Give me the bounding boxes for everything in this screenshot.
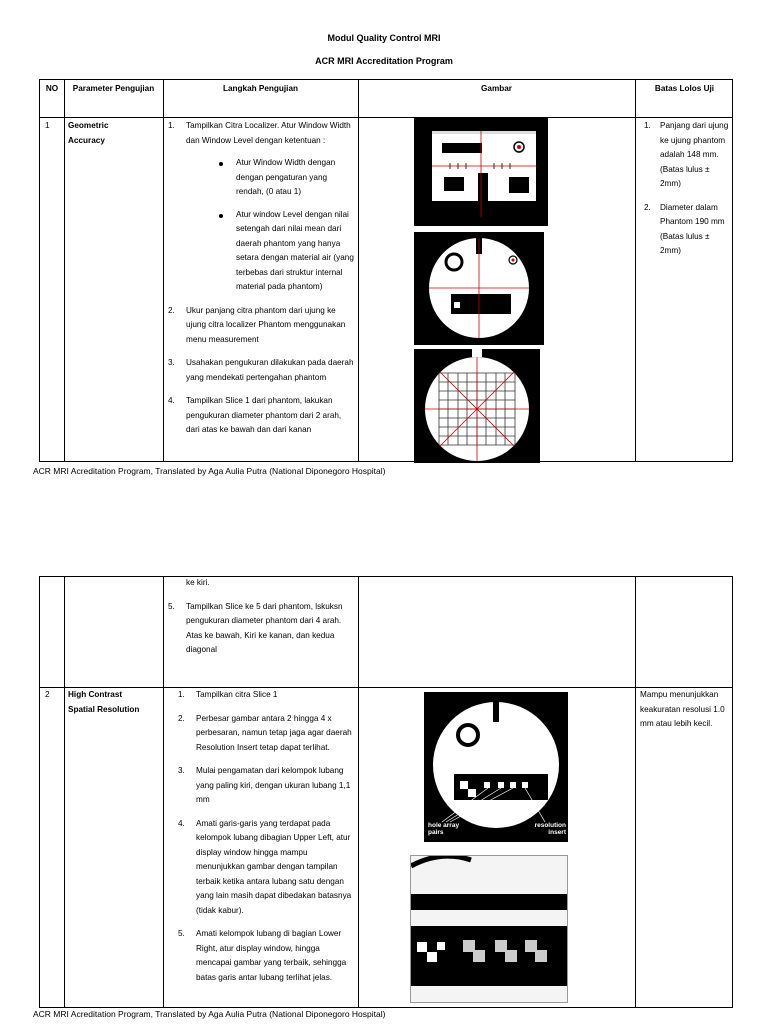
header-image: Gambar: [481, 84, 512, 93]
resolution-zoom-image: [410, 855, 568, 1003]
row-1-number: 1: [45, 121, 50, 130]
slice-5-grid-image: [414, 349, 540, 463]
row-2-parameter: High Contrast Spatial Resolution: [68, 690, 140, 714]
step-1: 1. Tampilkan Citra Localizer. Atur Window Width dan Window Level dengan ketentuan : Atur Window Width dengan dengan pengaturan yang rendah, (0 atau 1) Atur window Level dengan nilai setengah dari nilai mean dari daerah phantom yang hanya setara dengan material air (yang terbebas dari struktur internal material pada phantom): [168, 119, 356, 295]
header-steps: Langkah Pengujian: [222, 84, 299, 93]
table-page-1: [39, 79, 733, 462]
step-3: 3. Usahakan pengukuran dilakukan pada daerah yang mendekati pertengahan phantom: [168, 358, 354, 382]
step-1: 1. Tampilkan citra Slice 1: [178, 690, 278, 699]
slice-1-image: [414, 232, 544, 345]
row-1-parameter: Geometric Accuracy: [68, 121, 109, 145]
hole-array-label: hole array pairs: [428, 822, 460, 836]
step-4: 4. Tampilkan Slice 1 dari phantom, lakukan pengukuran diameter phantom dari 2 arah, dari atas ke bawah dan dari kanan: [168, 396, 342, 434]
step-5: 5. Tampilkan Slice ke 5 dari phantom, lskuksn pengukuran diameter phantom dari 4 arah. Atas ke bawah, Kiri ke kanan, dan kedua diagonal: [168, 601, 343, 654]
bullet-1: Atur Window Width dengan dengan pengaturan yang rendah, (0 atau 1): [186, 156, 356, 200]
step-3: 3. Mulai pengamatan dari kelompok lubang yang paling kiri, dengan ukuran lubang 1,1 mm: [178, 766, 351, 804]
step-5: 5. Amati kelompok lubang di bagian Lower Right, atur display window, hingga mencapai gambar yang terbaik, sehingga batas garis antar lubang terlihat jelas.: [178, 929, 347, 982]
row-2-number: 2: [45, 690, 50, 699]
criteria-2: 2. Diameter dalam Phantom 190 mm (Batas lulus ± 2mm): [644, 202, 725, 255]
row-2-criteria: Mampu menunjukkan keakuratan resolusi 1.0 mm atau lebih kecil.: [640, 690, 725, 728]
step-4: 4. Amati garis-garis yang terdapat pada kelompok lubang dibagian Upper Left, atur display window hingga mampu menunjukkan gambar dengan tampilan terbaik ketika antara lubang satu dengan yang lain masih dapat dibedakan batasnya (tidak kabur).: [178, 818, 352, 915]
document-title: Modul Quality Control MRI: [327, 33, 441, 43]
document-subtitle: ACR MRI Accreditation Program: [315, 56, 453, 66]
resolution-insert-label: resolution insert: [534, 822, 566, 836]
table-page-2: [39, 576, 733, 1008]
criteria-1: 1. Panjang dari ujung ke ujung phantom adalah 148 mm. (Batas lulus ± 2mm): [644, 121, 729, 188]
footer-page-1: ACR MRI Acreditation Program, Translated by Aga Aulia Putra (National Diponegoro Hospital): [33, 466, 386, 476]
step-2: 2. Ukur panjang citra phantom dari ujung ke ujung citra localizer Phantom menggunakan menu measurement: [168, 305, 346, 344]
header-criteria: Batas Lolos Uji: [654, 84, 715, 93]
localizer-image: [414, 117, 548, 226]
bullet-2: Atur window Level dengan nilai setengah dari nilai mean dari daerah phantom yang hanya setara dengan material air (yang terbebas dari struktur internal material pada phantom): [186, 208, 356, 295]
footer-page-2: ACR MRI Acreditation Program, Translated by Aga Aulia Putra (National Diponegoro Hospital): [33, 1009, 386, 1019]
step-2: 2. Perbesar gambar antara 2 hingga 4 x perbesaran, namun tetap jaga agar daerah Resolution Insert tetap dapat terlihat.: [178, 713, 352, 752]
header-no: NO: [45, 84, 59, 93]
resolution-slice-image: [424, 692, 568, 842]
row-1-steps: [168, 119, 356, 447]
row-1-steps-continued: ke kiri. 5. Tampilkan Slice ke 5 dari phantom, lskuksn pengukuran diameter phantom dari 4 arah. Atas ke bawah, Kiri ke kanan, dan kedua diagonal: [168, 576, 356, 667]
row-1-criteria: [640, 119, 732, 268]
row-2-steps: [178, 688, 356, 994]
header-parameter: Parameter Pengujian: [72, 84, 155, 93]
